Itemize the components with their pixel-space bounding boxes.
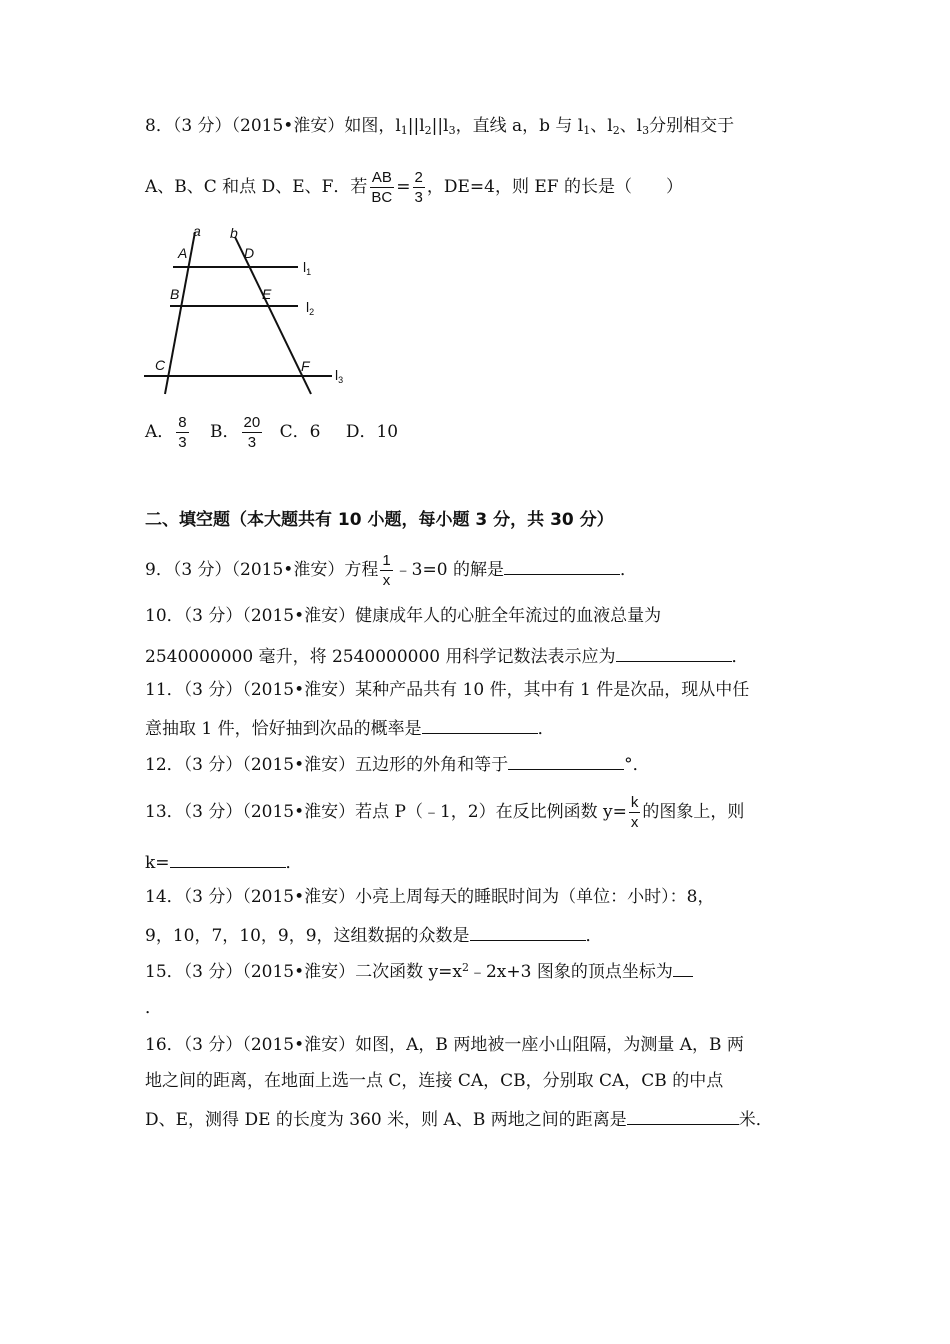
period: ． [731, 647, 749, 667]
subscript: 2 [424, 124, 432, 137]
label-l2: $l_2$ [306, 299, 315, 317]
q8-text: 、l [619, 116, 643, 136]
period: ． [619, 560, 637, 580]
answer-blank[interactable] [508, 755, 624, 770]
fraction-denominator: BC [371, 189, 393, 206]
equals-sign: = [396, 177, 411, 197]
q16-text: D、E，测得 DE 的长度为 360 米，则 A、B 两地之间的距离是 [145, 1110, 627, 1130]
q13-line2 [145, 853, 303, 872]
q12-text: 12．（3 分）（2015•淮安）五边形的外角和等于 [145, 755, 509, 775]
q13-text: 13．（3 分）（2015•淮安）若点 P（﹣1，2）在反比例函数 y= [145, 802, 627, 822]
label-l3: $l_3$ [335, 367, 344, 385]
label-b: b [230, 225, 238, 241]
fraction-denominator: x [630, 814, 639, 831]
q11-text: 意抽取 1 件，恰好抽到次品的概率是 [145, 719, 422, 739]
q8-text: ||l [407, 116, 425, 136]
label-A: A [178, 245, 188, 261]
label-E: E [262, 286, 272, 302]
q15-line2: ． [145, 998, 162, 1018]
section-heading: 二、填空题（本大题共有 10 小题，每小题 3 分，共 30 分） [145, 510, 614, 530]
q8-text: ，直线 a，b 与 l [455, 116, 584, 136]
answer-blank[interactable] [616, 647, 732, 662]
q16-line3 [145, 1110, 773, 1129]
fraction-numerator: AB [371, 169, 392, 186]
label-C: C [155, 357, 166, 373]
q13-text: k= [145, 853, 170, 873]
unit-period: 米． [738, 1110, 773, 1130]
q14-text: 9，10，7，10，9，9，这组数据的众数是 [145, 926, 470, 946]
q16-line2: 地之间的距离，在地面上选一点 C，连接 CA，CB，分别取 CA，CB 的中点 [145, 1071, 724, 1091]
option-d: D．10 [345, 422, 399, 442]
fraction-denominator: 3 [247, 434, 257, 451]
option-b-label: B． [210, 422, 240, 442]
q13-line1 [145, 795, 744, 830]
fraction-denominator: 3 [178, 434, 187, 451]
fraction-numerator: 1 [382, 552, 391, 569]
q12 [145, 755, 650, 774]
q8-text: 、l [590, 116, 613, 136]
label-D: D [244, 245, 255, 261]
subscript: 1 [583, 124, 591, 137]
answer-blank[interactable] [422, 719, 538, 734]
answer-blank[interactable] [470, 926, 586, 941]
answer-blank[interactable] [504, 560, 620, 575]
fraction-denominator: 3 [414, 189, 423, 206]
subscript: 3 [642, 124, 650, 137]
q9-fraction [380, 553, 392, 588]
subscript: 1 [400, 124, 408, 137]
period: ． [585, 926, 603, 946]
q8-line1 [145, 118, 734, 136]
label-F: F [301, 358, 310, 374]
q8-text: ，DE=4，则 EF 的长是（ ） [426, 177, 683, 197]
q13-fraction [629, 795, 641, 830]
fraction-ab-bc [369, 170, 394, 205]
superscript: 2 [461, 961, 469, 974]
q9 [145, 553, 637, 588]
q8-options [145, 415, 398, 450]
q16-line1: 16．（3 分）（2015•淮安）如图，A，B 两地被一座小山阻隔，为测量 A，B 两 [145, 1035, 744, 1055]
subscript: 3 [448, 124, 456, 137]
fraction-numerator: 20 [243, 414, 261, 431]
answer-blank[interactable] [170, 853, 286, 868]
q13-text: 的图象上，则 [642, 802, 745, 822]
q10-line1: 10．（3 分）（2015•淮安）健康成年人的心脏全年流过的血液总量为 [145, 606, 662, 626]
q11-line2 [145, 719, 555, 738]
q14-line1: 14．（3 分）（2015•淮安）小亮上周每天的睡眠时间为（单位：小时）：8， [145, 887, 715, 907]
period: ． [537, 719, 555, 739]
option-b-fraction [242, 415, 263, 450]
q15-line1 [145, 962, 693, 981]
fraction-numerator: 8 [178, 414, 187, 431]
degree-period: °． [624, 755, 650, 775]
q10-line2 [145, 647, 749, 666]
q9-text: 9．（3 分）（2015•淮安）方程 [145, 560, 379, 580]
label-a: a [193, 223, 201, 239]
option-a-label: A． [145, 422, 175, 442]
answer-blank[interactable] [673, 962, 693, 977]
q14-line2 [145, 926, 603, 945]
option-c: C．6 [279, 422, 321, 442]
q15-text: ﹣2x+3 图象的顶点坐标为 [468, 962, 673, 982]
q8-line2 [145, 170, 683, 205]
q15-text: 15．（3 分）（2015•淮安）二次函数 y=x [145, 962, 462, 982]
fraction-numerator: k [630, 794, 639, 811]
q11-line1: 11．（3 分）（2015•淮安）某种产品共有 10 件，其中有 1 件是次品，现从中任 [145, 680, 750, 700]
fraction-denominator: x [382, 572, 391, 589]
q10-text: 2540000000 毫升，将 2540000000 用科学记数法表示应为 [145, 647, 616, 667]
q8-text: 分别相交于 [649, 116, 735, 136]
fraction-numerator: 2 [414, 169, 423, 186]
period: ． [285, 853, 303, 873]
fraction-2-3 [413, 170, 425, 205]
option-a-fraction [176, 415, 188, 450]
label-B: B [170, 286, 180, 302]
q8-stem-start: 8．（3 分）（2015•淮安）如图，l [145, 116, 401, 136]
parallel-lines-figure [140, 222, 360, 402]
label-l1: $l_1$ [303, 259, 312, 277]
q8-text: ||l [431, 116, 449, 136]
q8-text: A、B、C 和点 D、E、F．若 [145, 177, 368, 197]
answer-blank[interactable] [627, 1110, 739, 1125]
q9-text: ﹣3=0 的解是 [394, 560, 504, 580]
subscript: 2 [612, 124, 620, 137]
